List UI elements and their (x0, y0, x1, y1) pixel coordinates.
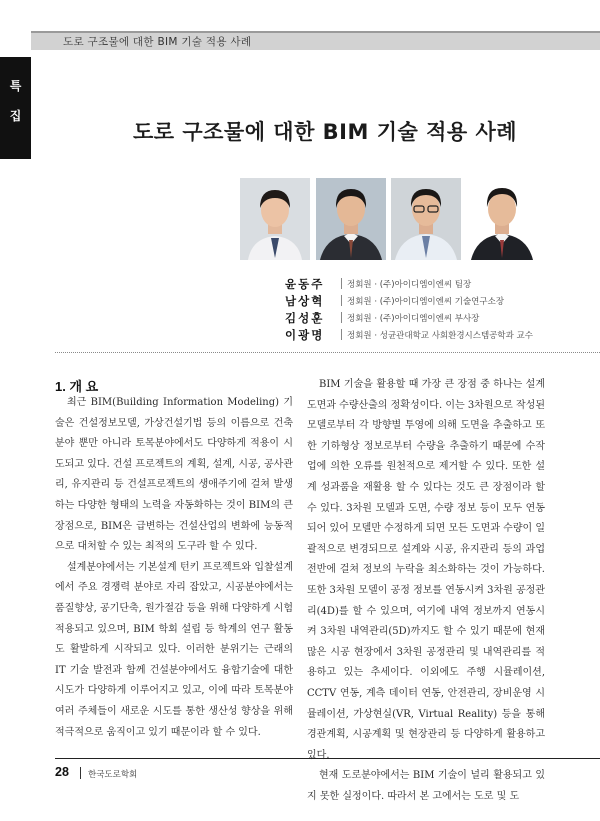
author-row (285, 293, 595, 310)
author-photo-2 (316, 178, 386, 260)
author-photo-3 (391, 178, 461, 260)
author-photo-1 (240, 178, 310, 260)
section-tab-char-2: 집 (9, 109, 22, 123)
body-paragraph: 설계분야에서는 기본설계 턴키 프로젝트와 입찰설계에서 주요 경쟁력 분야로 자리 잡았고, 시공분야에서는 품질향상, 공기단축, 원가절감 등을 위해 다양하게 시험 적용되고 있으며, BIM 학회 설립 등 학계의 연구 활동도 활발하게 시작되고 있다. 이러한 분위기는 근래의 IT 기술 발전과 함께 건설분야에서도 융합기술에 대한 시도가 다양하게 이루어지고 있고, 이에 따라 토목분야 여러 주체들이 새로운 시도를 통한 생산성 향상을 위해 적극적으로 움직이고 있기 때문이라 할 수 있다. (55, 561, 293, 738)
author-row (285, 276, 595, 293)
page-number: 28 (55, 765, 69, 779)
author-name: 이광명 (285, 328, 325, 342)
article-title: 도로 구조물에 대한 BIM 기술 적용 사례 (132, 120, 518, 144)
section-tab-char-1: 특 (9, 79, 22, 93)
body-column-left (55, 385, 293, 743)
footer-rule (55, 758, 600, 759)
author-affiliation: 정회원 · 성균관대학교 사회환경시스템공학과 교수 (347, 331, 533, 341)
running-header (31, 31, 600, 50)
author-name: 김성훈 (285, 311, 325, 325)
author-name: 남상혁 (285, 294, 325, 308)
body-paragraph: 현재 도로분야에서는 BIM 기술이 널리 활용되고 있지 못한 실정이다. 따라서 본 고에서는 도로 및 도 (307, 770, 545, 802)
author-divider (341, 295, 342, 306)
body-paragraph: 최근 BIM(Building Information Modeling) 기술은 건설정보모델, 가상건설기법 등의 이름으로 건축분야 뿐만 아니라 토목분야에서도 다양하게 적용이 시도되고 있다. 건설 프로젝트의 계획, 설계, 시공, 공사관리, 유지관리 등 건설프로젝트의 생애주기에 걸쳐 발생하는 다양한 형태의 노력을 자동화하는 것이 BIM의 큰 장점으로, BIM은 급변하는 건설산업의 변화에 능동적으로 대처할 수 있는 최적의 도구라 할 수 있다. (55, 397, 293, 553)
author-row (285, 327, 595, 344)
author-affiliation: 정회원 · (주)아이디엠이엔씨 부사장 (347, 314, 480, 324)
section-heading: 1. 개 요 (55, 379, 99, 394)
author-divider (341, 278, 342, 289)
running-title: 도로 구조물에 대한 BIM 기술 적용 사례 (63, 36, 252, 48)
body-column-right (307, 375, 545, 807)
footer-divider (80, 767, 81, 779)
author-photo-4 (467, 178, 537, 260)
author-list (285, 276, 595, 344)
section-tab (0, 57, 31, 159)
author-name: 윤동주 (285, 277, 325, 291)
author-divider (341, 312, 342, 323)
body-paragraph: BIM 기술을 활용할 때 가장 큰 장점 중 하나는 설계 도면과 수량산출의 정확성이다. 이는 3차원으로 작성된 모델로부터 각 방향별 투영에 의해 도면을 추출하고 또한 기하형상 정보로부터 수량을 추출하기 때문에 수작업에 의한 오류를 원천적으로 제거할 수 있다. 또한 설계 성과품을 재활용 할 수 있다는 것도 큰 장점이라 할 수 있다. 3차원 모델과 도면, 수량 정보 등이 모두 연동되어 있어 모델만 수정하게 되면 모든 도면과 수량이 일괄적으로 변경되므로 설계와 시공, 유지관리 등의 과업 전반에 걸쳐 정보의 누락을 최소화하는 것이 가능하다. 또한 3차원 모델이 공정 정보를 연동시켜 3차원 공정관리(4D)를 할 수 있으며, 여기에 내역 정보까지 연동시켜 3차원 내역관리(5D)까지도 할 수 있기 때문에 현재 많은 시공 현장에서 3차원 공정관리 및 내역관리를 적용하고 있는 추세이다. 이외에도 주행 시뮬레이션, CCTV 연동, 계측 데이터 연동, 안전관리, 장비운영 시뮬레이션, 가상현실(VR, Virtual Reality) 등을 통해 경관계획, 시공계획 및 현장관리 등 다양하게 활용하고 있다. (307, 379, 545, 761)
section-divider (55, 352, 600, 353)
author-affiliation: 정회원 · (주)아이디엠이엔씨 기술연구소장 (347, 297, 505, 307)
author-affiliation: 정회원 · (주)아이디엠이엔씨 팀장 (347, 280, 472, 290)
journal-name: 한국도로학회 (88, 770, 138, 780)
author-divider (341, 329, 342, 340)
author-row (285, 310, 595, 327)
